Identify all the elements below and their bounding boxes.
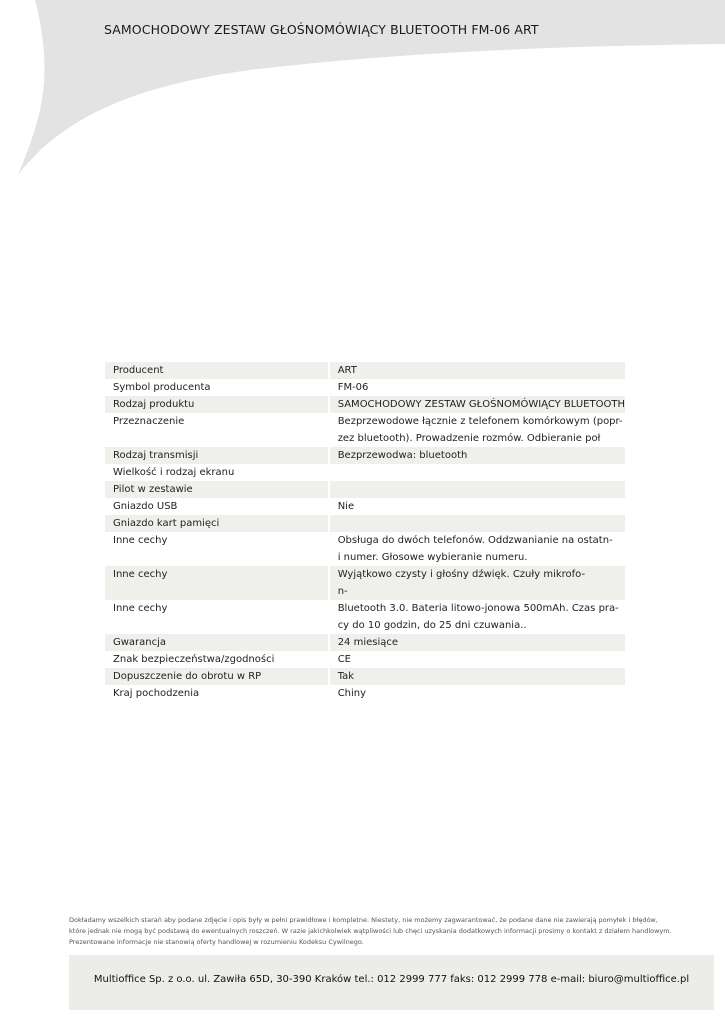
spec-value-line: Bluetooth 3.0. Bateria litowo-jonowa 500mAh. Czas pra- <box>337 603 619 614</box>
spec-row <box>105 396 625 413</box>
footer-bar <box>69 955 714 1010</box>
spec-value <box>330 600 625 634</box>
spec-value <box>330 651 625 668</box>
spec-row <box>105 447 625 464</box>
spec-row <box>105 379 625 396</box>
spec-value-line: FM-06 <box>337 382 369 393</box>
spec-label: Rodzaj transmisji <box>105 447 328 464</box>
spec-value <box>330 515 625 532</box>
spec-row <box>105 532 625 566</box>
spec-value <box>330 498 625 515</box>
spec-value <box>330 566 625 600</box>
spec-label: Wielkość i rodzaj ekranu <box>113 467 235 478</box>
spec-value <box>330 685 625 702</box>
spec-value <box>330 396 625 413</box>
footer-contact: Multioffice Sp. z o.o. ul. Zawiła 65D, 30-390 Kraków tel.: 012 2999 777 faks: 012 2999 778 e-mail: biuro@multioffice.pl <box>93 974 690 985</box>
spec-value-line: 24 miesiące <box>337 637 399 648</box>
spec-label: Pilot w zestawie <box>105 481 328 498</box>
spec-row <box>105 481 625 498</box>
spec-label: Gwarancja <box>105 634 328 651</box>
page-title: SAMOCHODOWY ZESTAW GŁOŚNOMÓWIĄCY BLUETOOTH FM-06 ART <box>104 22 539 37</box>
spec-value-line: n- <box>337 586 348 597</box>
spec-label: Znak bezpieczeństwa/zgodności <box>113 654 275 665</box>
spec-value-line: ART <box>337 365 357 376</box>
spec-label: Gniazdo kart pamięci <box>105 515 328 532</box>
spec-value-line <box>338 464 625 481</box>
spec-label: Inne cechy <box>113 535 168 546</box>
spec-value-line: i numer. Głosowe wybieranie numeru. <box>337 552 528 563</box>
spec-value-line: CE <box>337 654 351 665</box>
spec-value-line: Bezprzewodwa: bluetooth <box>337 450 468 461</box>
spec-row <box>105 413 625 447</box>
spec-value-line: Obsługa do dwóch telefonów. Oddzwanianie na ostatn- <box>337 535 613 546</box>
spec-row <box>105 566 625 600</box>
spec-row <box>105 498 625 515</box>
disclaimer-line: które jednak nie mogą być podstawą do ewentualnych roszczeń. W razie jakichkolwiek wątpliwości lub chęci uzyskania dodatkowych informacji prosimy o kontakt z działem handlowym. <box>69 927 672 935</box>
spec-label: Inne cechy <box>105 566 328 600</box>
spec-label: Symbol producenta <box>113 382 211 393</box>
spec-value-line: Nie <box>337 501 355 512</box>
spec-row <box>105 685 625 702</box>
spec-value-line: Chiny <box>337 688 367 699</box>
spec-value-line: zez bluetooth). Prowadzenie rozmów. Odbieranie poł <box>337 433 601 444</box>
spec-row <box>105 634 625 651</box>
spec-label: Przeznaczenie <box>113 416 185 427</box>
spec-row <box>105 651 625 668</box>
disclaimer <box>69 915 672 948</box>
spec-value <box>330 668 625 685</box>
spec-value-line: SAMOCHODOWY ZESTAW GŁOŚNOMÓWIĄCY BLUETOOTH <box>337 399 625 410</box>
spec-label: Inne cechy <box>113 603 168 614</box>
spec-label: Producent <box>105 362 328 379</box>
spec-row <box>105 362 625 379</box>
spec-value-line <box>338 481 625 498</box>
spec-value <box>330 379 625 396</box>
spec-value-line: Wyjątkowo czysty i głośny dźwięk. Czuły mikrofo- <box>337 569 586 580</box>
spec-label: Dopuszczenie do obrotu w RP <box>105 668 328 685</box>
spec-value <box>330 464 625 481</box>
spec-value-line <box>338 515 625 532</box>
spec-row <box>105 515 625 532</box>
spec-value-line: Tak <box>337 671 355 682</box>
spec-value <box>330 362 625 379</box>
spec-label: Rodzaj produktu <box>105 396 328 413</box>
spec-value-line: Bezprzewodowe łącznie z telefonem komórkowym (popr- <box>337 416 623 427</box>
spec-row <box>105 464 625 481</box>
spec-table <box>105 362 625 702</box>
spec-value <box>330 413 625 447</box>
disclaimer-line: Prezentowane informacje nie stanowią oferty handlowej w rozumieniu Kodeksu Cywilnego. <box>69 938 364 946</box>
spec-row <box>105 600 625 634</box>
spec-value <box>330 634 625 651</box>
spec-row <box>105 668 625 685</box>
spec-value <box>330 532 625 566</box>
disclaimer-line: Dokładamy wszelkich starań aby podane zdjęcie i opis były w pełni prawidłowe i kompletne. Niestety, nie możemy zagwarantować, że podane dane nie zawierają pomyłek i błędów, <box>69 916 658 924</box>
spec-value <box>330 447 625 464</box>
spec-label: Kraj pochodzenia <box>113 688 200 699</box>
spec-value-line: cy do 10 godzin, do 25 dni czuwania.. <box>337 620 527 631</box>
spec-label: Gniazdo USB <box>113 501 178 512</box>
spec-value <box>330 481 625 498</box>
